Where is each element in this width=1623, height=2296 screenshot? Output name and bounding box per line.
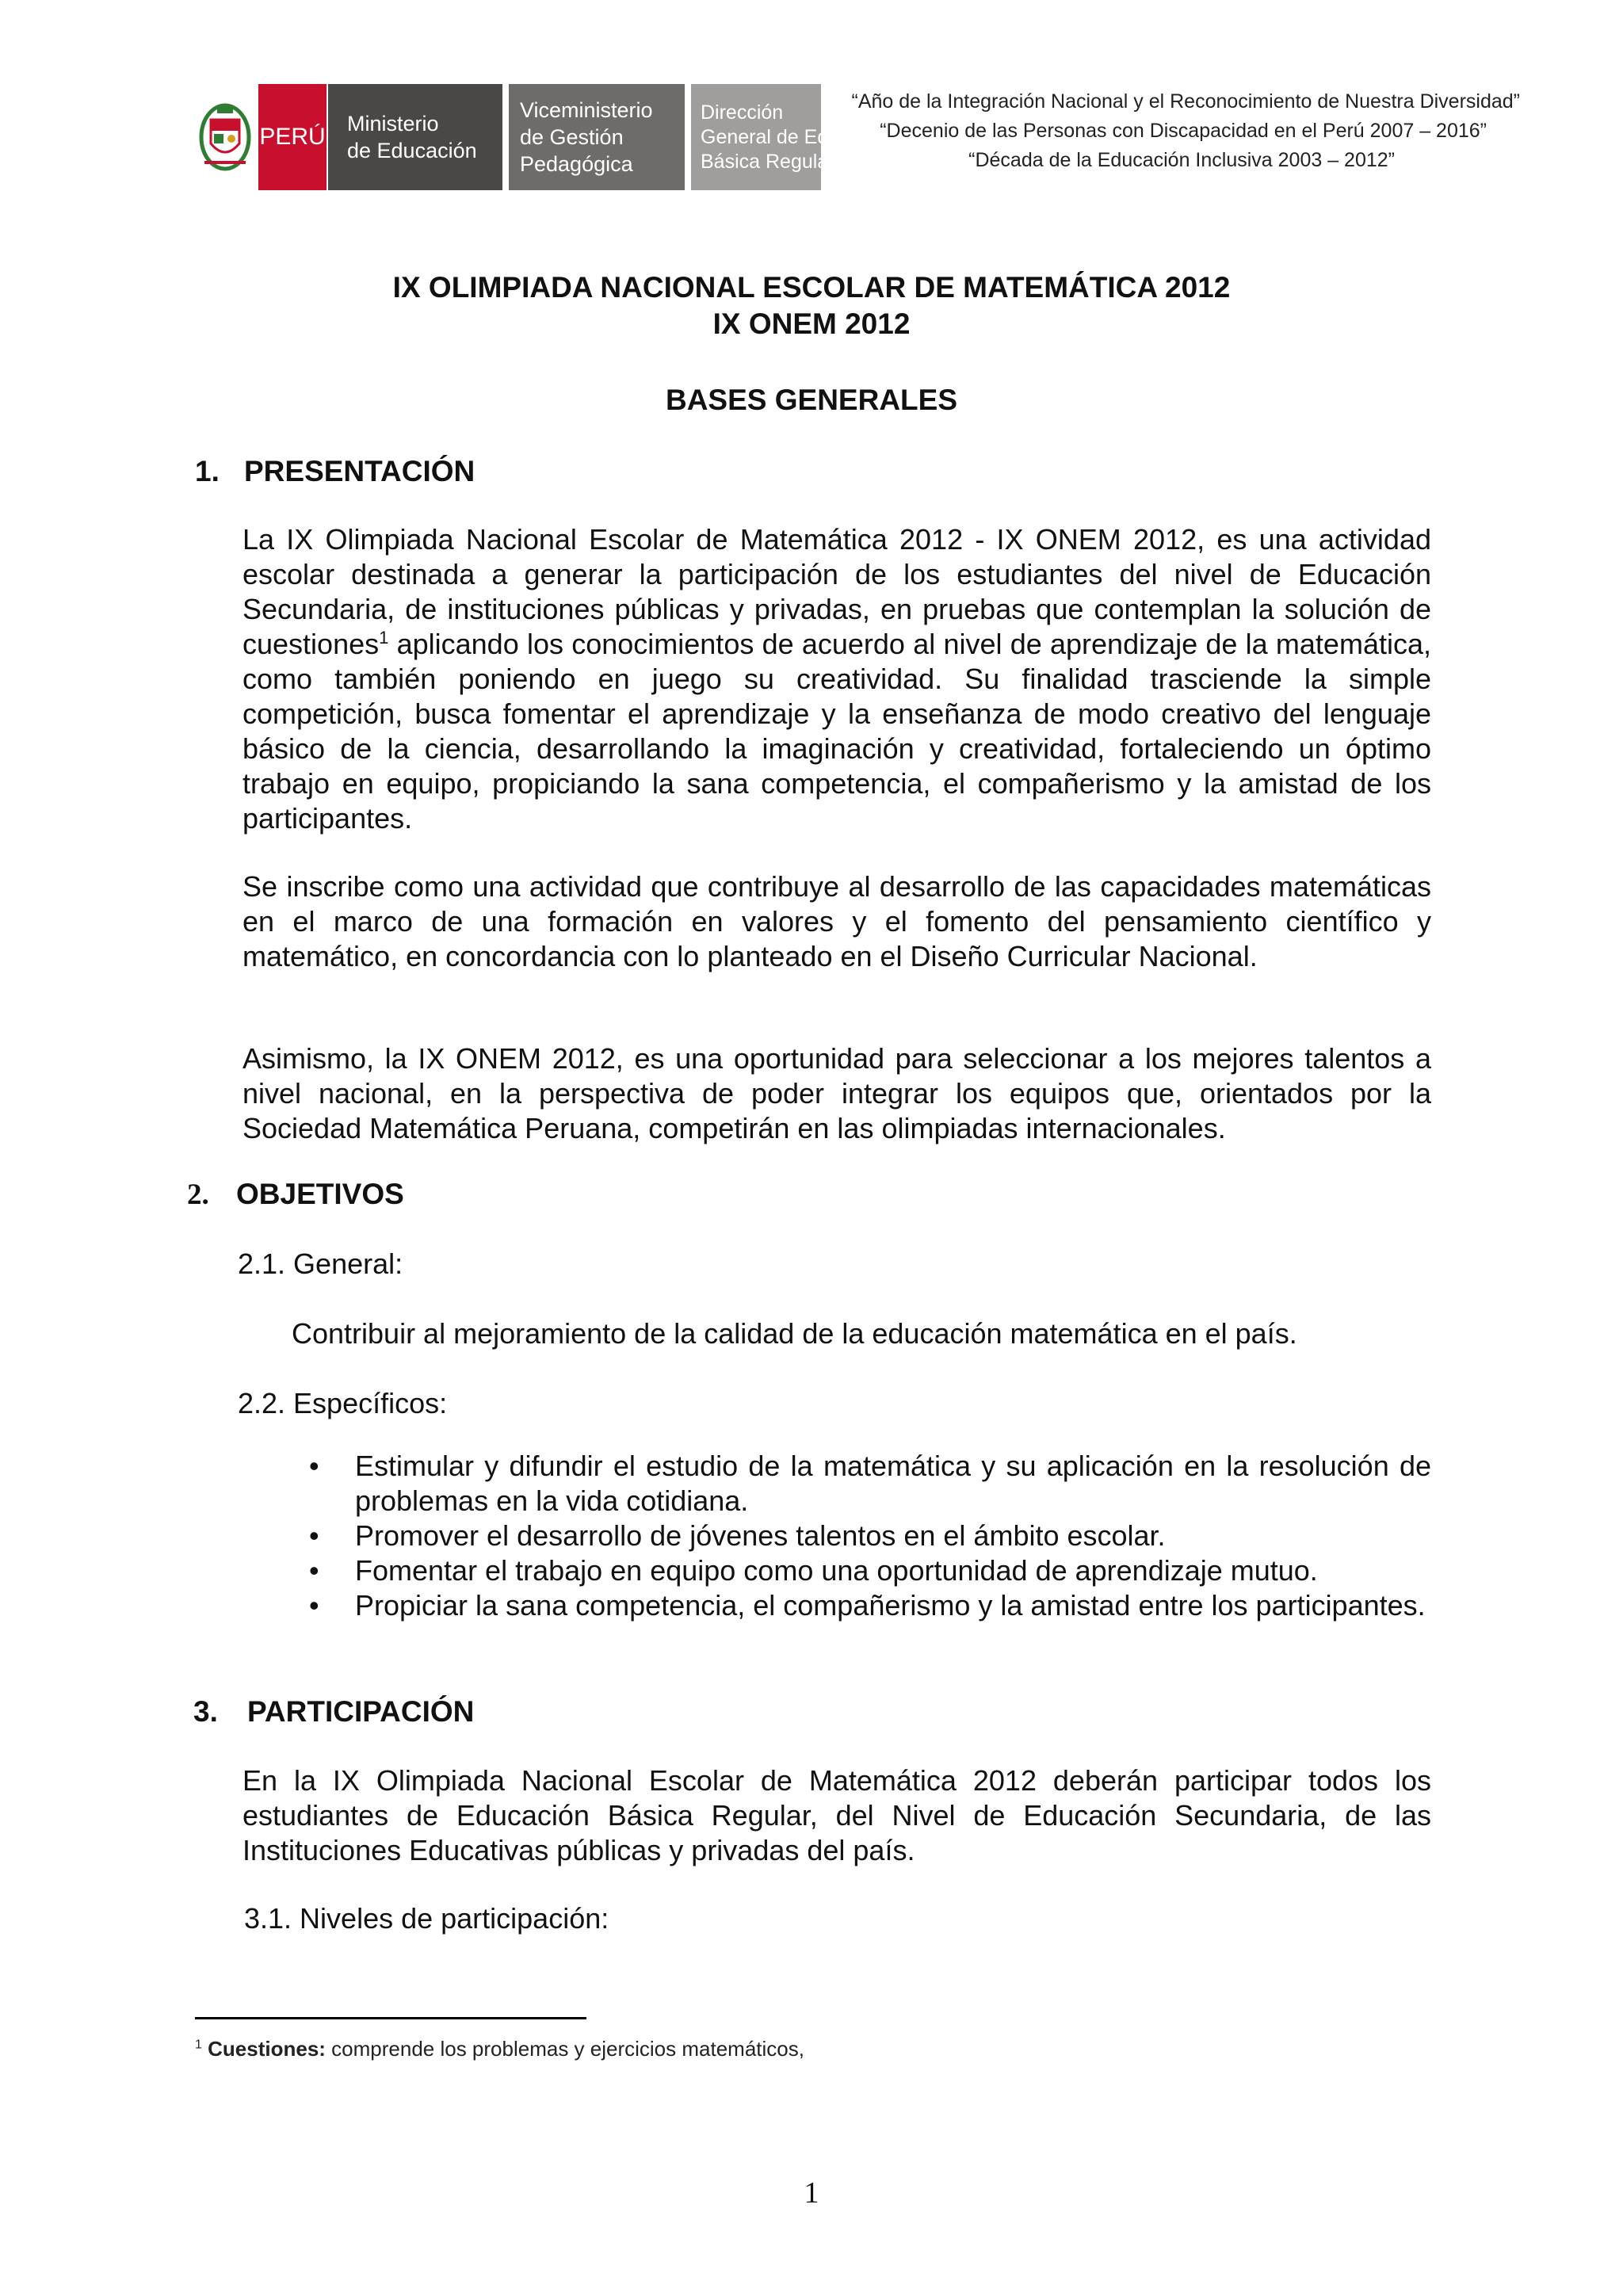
motto-line: “Decenio de las Personas con Discapacidad en el Perú 2007 – 2016” xyxy=(880,120,1487,142)
section-heading-objetivos xyxy=(187,1178,404,1212)
direccion-line-2: General de Educación xyxy=(701,125,897,148)
ministerio-block xyxy=(327,84,502,190)
peru-coat-of-arms-icon xyxy=(198,84,252,190)
list-item-text: Estimular y difundir el estudio de la matemática y su aplicación en la resolución de problemas en la vida cotidiana. xyxy=(355,1450,1431,1517)
footnote-term: Cuestiones: xyxy=(208,2037,326,2061)
section-heading-presentacion xyxy=(195,455,475,488)
section-number: 3. xyxy=(193,1695,218,1728)
peru-brand-block xyxy=(258,84,327,190)
document-heading-bases: BASES GENERALES xyxy=(665,384,957,416)
footnote-text: comprende los problemas y ejercicios matemáticos, xyxy=(325,2037,804,2061)
paragraph-presentacion-2: Se inscribe como una actividad que contribuye al desarrollo de las capacidades matemáticas en el marco de una formación en valores y el fomento del pensamiento científico y matemático, en concordancia con lo planteado en el Diseño Curricular Nacional. xyxy=(242,870,1431,972)
footnote-mark: 1 xyxy=(195,2038,202,2052)
paragraph-text: aplicando los conocimientos de acuerdo al nivel de aprendizaje de la matemática, como también poniendo en juego su creatividad. Su finalidad trasciende la simple competición, busca fomentar el aprendizaje y la enseñanza de modo creativo del lenguaje básico de la ciencia, desarrollando la imaginación y creatividad, fortaleciendo un óptimo trabajo en equipo, propiciando la sana competencia, el compañerismo y la amistad de los participantes. xyxy=(242,628,1431,835)
section-heading-participacion xyxy=(193,1695,474,1729)
document-title: IX OLIMPIADA NACIONAL ESCOLAR DE MATEMÁTICA 2012 xyxy=(392,271,1231,304)
footnote-reference[interactable]: 1 xyxy=(379,628,389,648)
header-mottos xyxy=(807,87,1520,175)
paragraph-text: La IX Olimpiada Nacional Escolar de Matemática 2012 - IX ONEM 2012, es una actividad escolar destinada a generar la participación de los estudiantes del nivel de Educación Secundaria, de instituciones públicas y privadas, en pruebas que contemplan la solución de cuestiones xyxy=(242,523,1431,660)
ministerio-line-2: de Educación xyxy=(347,139,477,162)
objective-general-text: Contribuir al mejoramiento de la calidad de la educación matemática en el país. xyxy=(292,1317,1297,1350)
bullet-icon: • xyxy=(309,1450,319,1482)
paragraph-presentacion-3: Asimismo, la IX ONEM 2012, es una oportunidad para seleccionar a los mejores talentos a nivel nacional, en la perspectiva de poder integrar los equipos que, orientados por la Sociedad Matemática Peruana, competirán en las olimpiadas internacionales. xyxy=(242,1042,1431,1144)
footnote xyxy=(195,2037,804,2061)
document-subtitle: IX ONEM 2012 xyxy=(712,308,911,340)
section-title: OBJETIVOS xyxy=(236,1178,404,1210)
list-item xyxy=(285,1519,1431,1553)
paragraph-presentacion-1 xyxy=(242,522,1431,836)
footnote-divider xyxy=(195,2017,586,2019)
bullet-icon: • xyxy=(309,1519,319,1552)
list-item xyxy=(285,1588,1431,1623)
bullet-icon: • xyxy=(309,1554,319,1587)
section-title: PRESENTACIÓN xyxy=(244,455,475,487)
list-item-text: Promover el desarrollo de jóvenes talentos en el ámbito escolar. xyxy=(355,1519,1166,1552)
direccion-line-3: Básica Regular xyxy=(701,150,835,173)
section-title: PARTICIPACIÓN xyxy=(247,1695,475,1728)
paragraph-participacion-1: En la IX Olimpiada Nacional Escolar de Matemática 2012 deberán participar todos los estudiantes de Educación Básica Regular, del Nivel de Educación Secundaria, de las Instituciones Educativas públicas y privadas del país. xyxy=(242,1764,1431,1866)
bullet-icon: • xyxy=(309,1589,319,1622)
specific-objectives-list xyxy=(285,1449,1431,1623)
viceministerio-line-1: Viceministerio xyxy=(520,98,653,122)
subsection-general: 2.1. General: xyxy=(238,1247,403,1280)
direccion-line-1: Dirección xyxy=(701,101,784,124)
direccion-block xyxy=(688,84,897,190)
ministerio-line-1: Ministerio xyxy=(347,112,439,136)
page-number: 1 xyxy=(804,2176,819,2210)
institution-header xyxy=(198,84,897,190)
section-number: 1. xyxy=(195,455,220,487)
peru-label: PERÚ xyxy=(259,124,326,150)
motto-line: “Década de la Educación Inclusiva 2003 – 2012” xyxy=(968,149,1395,171)
section-number: 2. xyxy=(187,1179,209,1211)
subsection-especificos: 2.2. Específicos: xyxy=(238,1387,448,1419)
motto-line: “Año de la Integración Nacional y el Reconocimiento de Nuestra Diversidad” xyxy=(851,90,1520,113)
list-item xyxy=(285,1553,1431,1588)
subsection-niveles: 3.1. Niveles de participación: xyxy=(244,1902,609,1935)
list-item xyxy=(285,1449,1431,1519)
viceministerio-line-2: de Gestión Pedagógica xyxy=(520,125,633,176)
list-item-text: Fomentar el trabajo en equipo como una oportunidad de aprendizaje mutuo. xyxy=(355,1554,1318,1587)
viceministerio-block xyxy=(506,84,685,190)
list-item-text: Propiciar la sana competencia, el compañerismo y la amistad entre los participantes. xyxy=(355,1589,1426,1622)
